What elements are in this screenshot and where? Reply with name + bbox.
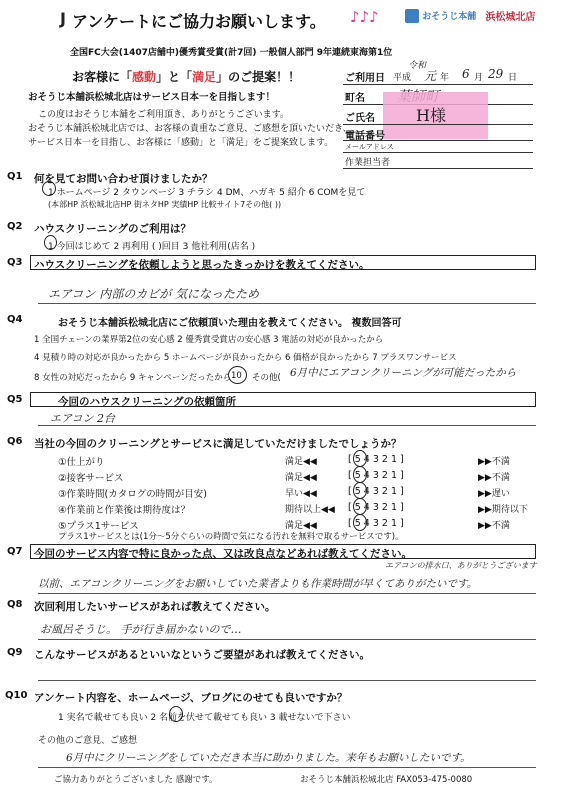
q8-number: Q8 [7, 599, 23, 610]
q1-options[interactable]: 1 ホームページ 2 タウンページ 3 チラシ 4 DM、ハガキ 5 紹介 6 COMを見て [48, 188, 366, 198]
logo-text: おそうじ本舗 [422, 12, 477, 22]
house-logo-icon [405, 9, 419, 23]
q6-row-left: 早い◀◀ [285, 489, 317, 499]
manzoku-word: 満足 [192, 70, 217, 84]
q6-circle-1 [353, 450, 367, 467]
q6-circle-2 [353, 466, 367, 483]
q2-number: Q2 [7, 221, 23, 232]
q5-answer[interactable]: エアコン 2台 [50, 412, 115, 425]
q4-options-1[interactable]: 1 全国チェーンの業界第2位の安心感 2 優秀賞受賞店の安心感 3 電話の対応が良かったから [34, 335, 384, 345]
q7-number: Q7 [7, 546, 23, 557]
q1-number: Q1 [7, 171, 23, 182]
footer-thanks: ご協力ありがとうございました 感謝です。 [54, 775, 218, 785]
intro-1: この度はおそうじ本舗をご利用頂き、ありがとうございます。 [38, 110, 289, 120]
staff-label: 作業担当者 [345, 158, 391, 168]
q4-opt10[interactable]: 10 [231, 371, 242, 381]
phone-underline [343, 140, 533, 141]
q4-other-answer[interactable]: 6月中にエアコンクリーニングが可能だったから [290, 367, 517, 379]
day-value: 29 [488, 67, 504, 81]
q6-row-left: 満足◀◀ [285, 457, 317, 467]
q6-row-left: 期待以上◀◀ [285, 505, 335, 515]
q6-row-label: ④作業前と作業後は期待度は？ [58, 505, 191, 516]
era-handwritten: 令和 [408, 61, 427, 71]
q6-note: プラス1サービスとは(1分～5分ぐらいの時間で気になる汚れを無料で取るサービスです)。 [58, 532, 404, 542]
q6-question: 当社の今回のクリーニングとサービスに満足していただけましたでしょうか？ [34, 438, 402, 450]
q6-row-right: ▶▶不満 [478, 457, 510, 467]
q4-other-label: その他( [252, 373, 281, 383]
q4-number: Q4 [7, 314, 23, 325]
q3-number: Q3 [7, 257, 23, 268]
town-label: 町名 [345, 93, 365, 104]
q6-circle-4 [353, 498, 367, 515]
q6-circle-5 [353, 514, 367, 531]
footer-contact: おそうじ本舗浜松城北店 FAX053-475-0080 [300, 775, 473, 785]
q5-question: 今回のハウスクリーニングの依頼箇所 [58, 396, 236, 408]
q8-question: 次回利用したいサービスがあれば教えてください。 [34, 601, 276, 613]
q6-row-scale[interactable]: [ 5 4 3 2 1 ] [348, 486, 404, 497]
q6-row-scale[interactable]: [ 5 4 3 2 1 ] [348, 454, 404, 465]
q9-question: こんなサービスがあるといいなというご要望があれば教えてください。 [34, 649, 370, 661]
q5-answer-line [38, 425, 536, 426]
kando-word: 感動 [132, 70, 157, 84]
q4-options-3[interactable]: 8 女性の対応だったから 9 キャンペーンだったから [34, 373, 232, 383]
q10-options[interactable]: 1 実名で載せても良い 2 名前を伏せて載せても良い 3 載せないで下さい [58, 713, 351, 723]
q10-answer-line [38, 767, 536, 768]
year-value: 元 [424, 69, 437, 83]
q1-sub-options[interactable]: (本部HP 浜松城北店HP 街ネタHP 実績HP 比較サイト7その他( )) [48, 200, 282, 209]
q3-answer[interactable]: エアコン 内部のカビが 気になったため [48, 287, 260, 301]
mission-line: おそうじ本舗浜松城北店はサービス日本一を目指します！ [28, 92, 276, 103]
q6-row-left: 満足◀◀ [285, 521, 317, 531]
name-value[interactable]: H様 [416, 106, 446, 125]
q9-answer-line[interactable] [38, 680, 536, 681]
phone-label: 電話番号 [345, 131, 385, 142]
page-title: アンケートにご協力お願いします。 [72, 12, 326, 31]
q7-answer-line [38, 593, 536, 594]
day-label: 日 [508, 73, 518, 83]
q6-row-label: ①仕上がり [58, 457, 105, 468]
q3-answer-line [38, 303, 536, 304]
title-bullet-icon: J [60, 9, 66, 28]
name-underline [343, 124, 533, 125]
q4-question: おそうじ本舗浜松城北店にご依頼頂いた理由を教えてください。 複数回答可 [58, 318, 402, 329]
q4-options-2[interactable]: 4 見積り時の対応が良かったから 5 ホームページが良かったから 6 価格が良かったから 7 プラスワンサービス [34, 353, 457, 363]
music-notes-icon: ♪♪♪ [350, 8, 379, 26]
proposal-line: お客様に「感動」と「満足」のご提案！！ [72, 70, 301, 84]
q7-answer-top[interactable]: エアコンの排水口、ありがとうございます [385, 561, 537, 570]
q3-question: ハウスクリーニングを依頼しようと思ったきっかけを教えてください。 [34, 259, 370, 271]
name-label: ご氏名 [345, 113, 375, 124]
q10-number: Q10 [5, 690, 28, 701]
q6-row-right: ▶▶遅い [478, 489, 510, 499]
q6-row-label: ②接客サービス [58, 473, 124, 484]
q6-row-right: ▶▶不満 [478, 521, 510, 531]
q6-row-scale[interactable]: [ 5 4 3 2 1 ] [348, 470, 404, 481]
q5-number: Q5 [7, 394, 23, 405]
date-underline [343, 84, 533, 85]
logo [405, 8, 535, 28]
q9-number: Q9 [7, 647, 23, 658]
month-label: 月 [474, 73, 484, 83]
q6-row-right: ▶▶期待以下 [478, 505, 528, 515]
email-underline [343, 152, 533, 153]
intro-2: おそうじ本舗浜松城北店では、お客様の貴重なご意見、ご感想を頂いたいだき、 [28, 124, 352, 134]
store-name: 浜松城北店 [485, 12, 536, 23]
q6-row-scale[interactable]: [ 5 4 3 2 1 ] [348, 502, 404, 513]
staff-underline [343, 168, 533, 169]
q1-question: 何を見てお問い合わせ頂けましたか？ [34, 173, 213, 185]
q6-row-right: ▶▶不満 [478, 473, 510, 483]
q7-answer[interactable]: 以前、エアコンクリーニングをお願いしていた業者よりも作業時間が早くてありがたいです。 [38, 578, 478, 590]
q10-other-answer[interactable]: 6月中にクリーニングをしていただき本当に助かりました。来年もお願いしたいです。 [66, 752, 471, 764]
q8-answer-line [38, 639, 536, 640]
q6-row-scale[interactable]: [ 5 4 3 2 1 ] [348, 518, 404, 529]
q10-question: アンケート内容を、ホームページ、ブログにのせても良いですか？ [34, 692, 348, 704]
q8-answer[interactable]: お風呂そうじ。 手が行き届かないので… [40, 623, 242, 636]
date-label: ご利用日 [345, 73, 385, 84]
month-value: 6 [462, 67, 470, 81]
q6-row-label: ③作業時間(カタログの時間が目安) [58, 489, 207, 500]
email-label: メールアドレス [345, 143, 394, 151]
q2-question: ハウスクリーニングのご利用は？ [34, 223, 191, 235]
q6-circle-3 [353, 482, 367, 499]
era-label: 平成 [393, 73, 412, 83]
intro-3: サービス日本一を目指し、お客様に「感動」と「満足」をご提案致します。 [28, 138, 334, 148]
year-label: 年 [440, 73, 450, 83]
q6-row-label: ⑤プラス1サービス [58, 521, 139, 532]
q6-row-left: 満足◀◀ [285, 473, 317, 483]
q7-question: 今回のサービス内容で特に良かった点、又は改良点などあれば教えてください。 [34, 548, 412, 560]
q2-options[interactable]: 1 今回はじめて 2 再利用 ( )回目 3 他社利用(店名 ) [48, 242, 256, 252]
q6-number: Q6 [7, 436, 23, 447]
q10-other-label: その他のご意見、ご感想 [38, 736, 138, 746]
award-line: 全国FC大会(1407店舗中)優秀賞受賞(計7回) 一般個人部門 9年連続東海第1位 [70, 48, 393, 58]
